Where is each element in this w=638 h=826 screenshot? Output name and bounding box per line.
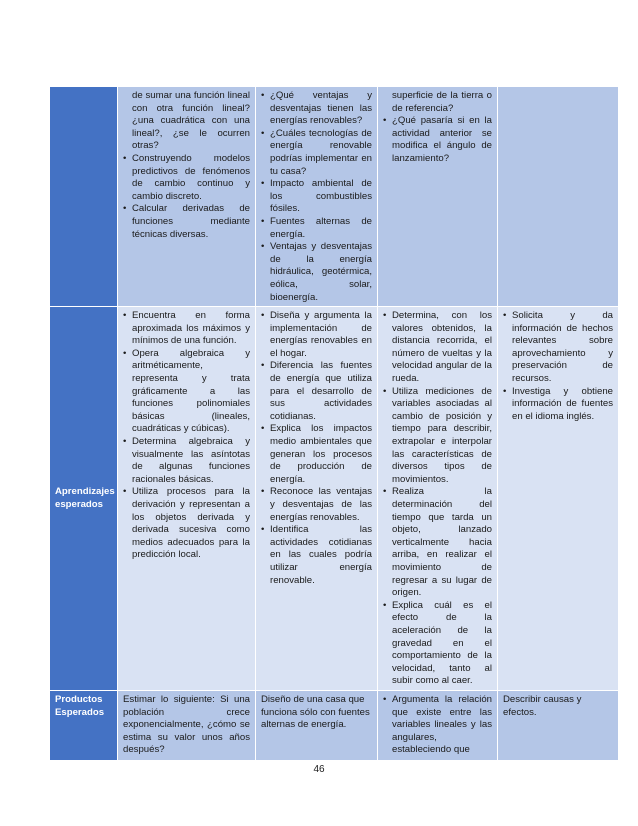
bullet-icon: • xyxy=(123,152,127,164)
list-item xyxy=(503,386,613,424)
list-item-text: Calcular derivadas de funciones mediante técnicas diversas. xyxy=(132,203,250,240)
bullet-icon: • xyxy=(261,90,265,101)
table-row-aprendizajes xyxy=(50,307,619,691)
table-row-productos xyxy=(50,690,619,760)
list-item-text: Realiza la determinación del tiempo que tarda un objeto, lanzado verticalmente hacia arriba, en realizar el movimiento de regresar a su lugar de origen. xyxy=(392,486,492,599)
bullet-icon: • xyxy=(503,310,507,322)
list-item xyxy=(123,486,250,562)
bullet-icon: • xyxy=(503,385,507,397)
cell-r2-col1 xyxy=(118,307,256,691)
bullet-icon: • xyxy=(261,241,265,253)
list-item xyxy=(383,115,492,165)
bullet-icon: • xyxy=(261,423,265,435)
list-item-text: Diferencia las fuentes de energía que utiliza para el desarrollo de sus actividades cotidianas. xyxy=(270,360,372,422)
list-item-text: Explica cuál es el efecto de la aceleración de la gravedad en el comportamiento de la velocidad, tanto al subir como al caer. xyxy=(392,599,492,687)
cell-r2-col2 xyxy=(256,307,378,691)
table-row-continuation xyxy=(50,87,619,307)
list-item xyxy=(383,90,492,115)
list-item-text: Impacto ambiental de los combustibles fósiles. xyxy=(270,178,372,215)
bullet-icon: • xyxy=(261,524,265,536)
bullet-icon: • xyxy=(383,693,387,705)
bullet-icon: • xyxy=(261,360,265,372)
list-item-text: ¿Qué ventajas y desventajas tienen las energías renovables? xyxy=(270,90,372,127)
list-item xyxy=(383,386,492,487)
bullet-list xyxy=(261,310,372,587)
cell-r1-col1 xyxy=(118,87,256,307)
cell-r3-col3 xyxy=(378,690,498,760)
bullet-icon: • xyxy=(123,486,127,498)
list-item xyxy=(261,128,372,178)
bullet-icon: • xyxy=(261,310,265,322)
bullet-list xyxy=(383,310,492,688)
bullet-icon: • xyxy=(123,310,127,322)
list-item-text: ¿Qué pasaría si en la actividad anterior se modifica el ángulo de lanzamiento? xyxy=(392,115,492,164)
list-item xyxy=(123,90,250,153)
list-item xyxy=(123,203,250,241)
list-item-text: Diseña y argumenta la implementación de energías renovables en el hogar. xyxy=(270,310,372,359)
list-item-text: Explica los impactos medio ambientales que generan los procesos de producción de energía. xyxy=(270,423,372,485)
cell-r3-col4: Describir causas y efectos. xyxy=(498,690,619,760)
bullet-icon: • xyxy=(261,486,265,498)
list-item-text: Fuentes alternas de energía. xyxy=(270,215,372,240)
list-item xyxy=(383,486,492,599)
row-header-productos: Productos Esperados xyxy=(50,690,118,760)
list-item-text: Construyendo modelos predictivos de fenómenos de cambio continuo y cambio discreto. xyxy=(132,152,250,202)
list-item-text: Ventajas y desventajas de la energía hidráulica, geotérmica, eólica, solar, bioenergía. xyxy=(270,241,372,303)
bullet-list xyxy=(383,694,492,757)
list-item xyxy=(261,423,372,486)
list-item xyxy=(503,310,613,386)
list-item xyxy=(383,694,492,757)
bullet-icon: • xyxy=(261,215,265,227)
list-item-text: Determina algebraica y visualmente las asíntotas de algunas funciones racionales básicas. xyxy=(132,436,250,485)
bullet-list xyxy=(383,90,492,166)
list-item-text: Solicita y da información de hechos relevantes sobre aprovechamiento y preservación de recursos. xyxy=(512,310,613,385)
list-item-text: Reconoce las ventajas y desventajas de las energías renovables. xyxy=(270,486,372,523)
list-item-text: Opera algebraica y aritméticamente, representa y trata gráficamente a las funciones polinomiales básicas (lineales, cuadráticas y cúbicas). xyxy=(132,347,250,435)
list-item xyxy=(261,216,372,241)
curriculum-table xyxy=(49,86,619,761)
bullet-icon: • xyxy=(123,436,127,448)
bullet-icon: • xyxy=(123,347,127,359)
cell-r1-col3 xyxy=(378,87,498,307)
list-item-text: superficie de la tierra o de referencia? xyxy=(392,90,492,114)
list-item-text: Argumenta la relación que existe entre las variables lineales y las angulares, estableciendo que xyxy=(392,693,492,756)
bullet-icon: • xyxy=(383,599,387,611)
cell-r3-col1: Estimar lo siguiente: Si una población crece exponencialmente, ¿cómo se estima su valor unos años después? xyxy=(118,690,256,760)
list-item xyxy=(123,348,250,436)
list-item xyxy=(123,310,250,348)
list-item xyxy=(261,90,372,128)
bullet-list xyxy=(123,310,250,562)
bullet-icon: • xyxy=(383,385,387,397)
list-item xyxy=(261,241,372,304)
list-item-text: de sumar una función lineal con otra función lineal? ¿una cuadrática con una lineal?, ¿se le ocurren otras? xyxy=(132,90,250,152)
bullet-icon: • xyxy=(123,203,127,215)
cell-r2-col4 xyxy=(498,307,619,691)
bullet-icon: • xyxy=(261,127,265,139)
bullet-list xyxy=(503,310,613,423)
bullet-icon: • xyxy=(261,178,265,190)
list-item xyxy=(383,600,492,688)
list-item-text: Utiliza procesos para la derivación y representan a los objetos derivada y derivada sucesiva como medios adecuados para la predicción local. xyxy=(132,486,250,561)
list-item-text: Encuentra en forma aproximada los máximos y mínimos de una función. xyxy=(132,310,250,347)
list-item xyxy=(383,310,492,386)
bullet-list xyxy=(261,90,372,304)
list-item xyxy=(123,436,250,486)
bullet-icon: • xyxy=(383,486,387,498)
cell-r2-col3 xyxy=(378,307,498,691)
page-number: 46 xyxy=(313,764,325,775)
row-header-empty xyxy=(50,87,118,307)
list-item-text: Investiga y obtiene información de fuentes en el idioma inglés. xyxy=(512,385,613,422)
cell-r1-col4 xyxy=(498,87,619,307)
list-item xyxy=(261,310,372,360)
list-item-text: Identifica las actividades cotidianas en las cuales podría utilizar energía renovable. xyxy=(270,524,372,586)
cell-r3-col2: Diseño de una casa que funciona sólo con fuentes alternas de energía. xyxy=(256,690,378,760)
list-item-text: ¿Cuáles tecnologías de energía renovable podrías implementar en tu casa? xyxy=(270,127,372,177)
list-item xyxy=(261,486,372,524)
list-item xyxy=(261,178,372,216)
list-item xyxy=(123,153,250,203)
list-item xyxy=(261,360,372,423)
list-item-text: Determina, con los valores obtenidos, la distancia recorrida, el número de vueltas y la velocidad angular de la rueda. xyxy=(392,310,492,385)
bullet-icon: • xyxy=(383,310,387,322)
row-header-aprendizajes: Aprendizajes esperados xyxy=(50,307,118,691)
list-item xyxy=(261,524,372,587)
list-item-text: Utiliza mediciones de variables asociadas al cambio de posición y tiempo para describir, extrapolar e interpolar las características de diversos tipos de movimientos. xyxy=(392,385,492,485)
bullet-list xyxy=(123,90,250,241)
cell-r1-col2 xyxy=(256,87,378,307)
bullet-icon: • xyxy=(383,115,387,127)
